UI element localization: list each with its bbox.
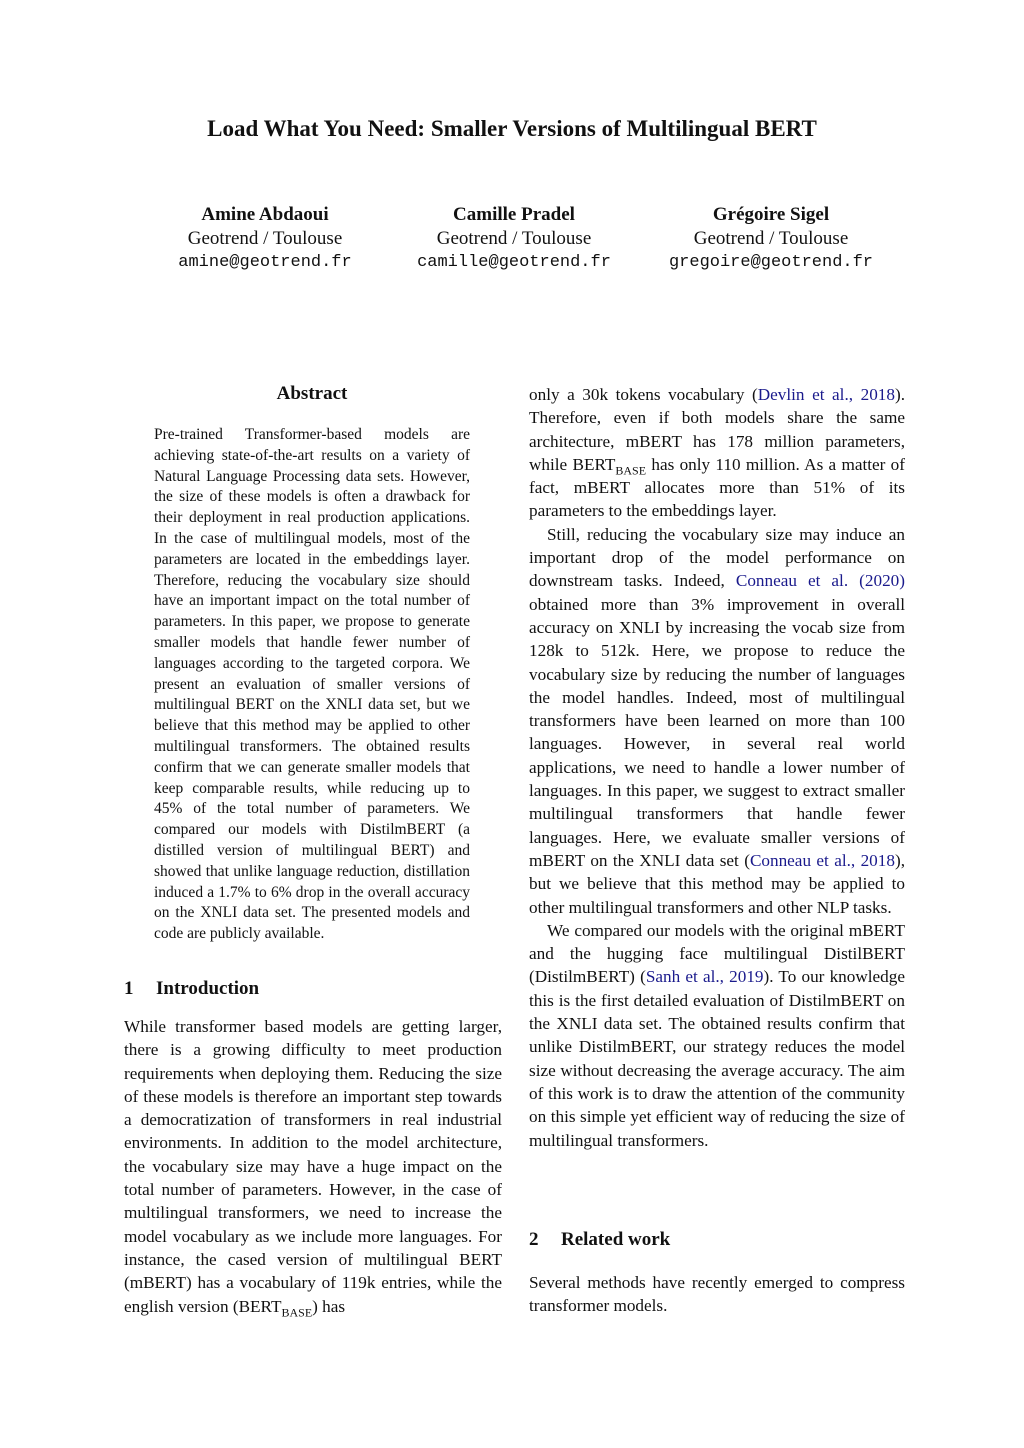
text-run: ). To our knowledge this is the first detailed evaluation of DistilmBERT on the XNLI data set. The obtained results confirm that unlike DistilmBERT, our strategy reduces the model size without decreasing the average accuracy. The aim of this work is to draw the attention of the community on this simple yet efficient way of reducing the size of multilingual transformers. xyxy=(529,967,905,1150)
abstract-text: Pre-trained Transformer-based models are achieving state-of-the-art results on a variety of Natural Language Processing data sets. However, the size of these models is often a drawback for their deployment in real production applications. In the case of multilingual models, most of the parameters are located in the embeddings layer. Therefore, reducing the vocabulary size should have an important impact on the total number of parameters. In this paper, we propose to generate smaller models that handle fewer number of languages according to the targeted corpora. We present an evaluation of smaller versions of multilingual BERT on the XNLI data set, but we believe that this method may be applied to other multilingual transformers. The obtained results confirm that we can generate smaller models that keep comparable results, while reducing up to 45% of the total number of parameters. We compared our models with DistilmBERT (a distilled version of multilingual BERT) and showed that unlike language reduction, distillation induced a 1.7% to 6% drop in the overall accuracy on the XNLI data set. The presented models and code are publicly available. xyxy=(154,426,470,943)
related-work-text xyxy=(529,1271,905,1318)
section-heading-related-work xyxy=(529,1229,670,1251)
text-run: Still, reducing the vocabulary size may induce an important drop of the model performance on downstream tasks. Indeed, xyxy=(529,524,905,591)
text-run: obtained more than 3% improvement in overall accuracy on XNLI by increasing the vocab size from 128k to 512k. Here, we propose to reduce the vocabulary size by reducing the number of languages the model handles. Indeed, most of multilingual transformers have been learned on more than 100 languages. However, in several real world applications, we need to handle a lower number of languages. In this paper, we suggest to extract smaller multilingual transformers that handle fewer languages. Here, we evaluate smaller versions of mBERT on the XNLI data set ( xyxy=(529,594,905,870)
paragraph xyxy=(529,383,905,523)
section-number: 1 xyxy=(124,978,134,999)
text-run: ) has xyxy=(312,1296,346,1316)
text-run: We compared our models with the original mBERT and the hugging face multilingual DistilBERT (DistilmBERT) ( xyxy=(529,920,905,987)
text-run: only a 30k tokens vocabulary ( xyxy=(529,385,758,404)
paragraph xyxy=(529,919,905,1152)
author-affiliation: Geotrend / Toulouse xyxy=(693,228,849,249)
introduction-left-column xyxy=(124,1015,502,1318)
citation-link[interactable]: Conneau et al. (2020) xyxy=(735,571,905,591)
paper-title: Load What You Need: Smaller Versions of Multilingual BERT xyxy=(207,116,817,141)
author-name: Camille Pradel xyxy=(453,204,575,225)
author-email: amine@geotrend.fr xyxy=(178,253,352,272)
author-name: Grégoire Sigel xyxy=(712,204,830,225)
paragraph xyxy=(124,1015,502,1318)
abstract-heading: Abstract xyxy=(276,383,348,404)
author-affiliation: Geotrend / Toulouse xyxy=(436,228,592,249)
subscript: BASE xyxy=(281,1305,313,1319)
author-affiliation: Geotrend / Toulouse xyxy=(187,228,343,249)
section-heading-introduction xyxy=(124,978,259,1000)
citation-link[interactable]: Conneau et al., 2018 xyxy=(749,850,895,870)
author-block xyxy=(379,203,649,275)
text-run: ), but we believe that this method may be applied to other multilingual transformers and other NLP tasks. xyxy=(529,850,905,917)
author-name: Amine Abdaoui xyxy=(201,204,329,225)
section-number: 2 xyxy=(529,1229,539,1250)
section-title: Introduction xyxy=(156,978,260,999)
author-email: camille@geotrend.fr xyxy=(417,253,611,272)
author-email: gregoire@geotrend.fr xyxy=(668,253,874,272)
text-run: has only 110 million. As a matter of fact, mBERT allocates more than 51% of its parameters to the embeddings layer. xyxy=(529,454,905,521)
author-block xyxy=(636,203,906,275)
citation-link[interactable]: Devlin et al., 2018 xyxy=(757,385,895,404)
text-run: ). Therefore, even if both models share the same architecture, mBERT has 178 million parameters, while BERT xyxy=(529,385,906,474)
subscript: BASE xyxy=(615,463,647,478)
author-block xyxy=(130,203,400,275)
section-title: Related work xyxy=(561,1229,671,1250)
introduction-right-column xyxy=(529,383,905,1152)
text-run: While transformer based models are getting larger, there is a growing difficulty to meet production requirements when deploying them. Reducing the size of these models is therefore an important step towards a democratization of transformers in real industrial environments. In addition to the model architecture, the vocabulary size may have a huge impact on the total number of parameters. However, in the case of multilingual transformers, we need to increase the model vocabulary as we include more languages. For instance, the cased version of multilingual BERT (mBERT) has a vocabulary of 119k entries, while the english version (BERT xyxy=(124,1017,502,1316)
paragraph: Several methods have recently emerged to compress transformer models. xyxy=(529,1273,905,1316)
paragraph xyxy=(529,523,905,919)
citation-link[interactable]: Sanh et al., 2019 xyxy=(645,967,764,987)
